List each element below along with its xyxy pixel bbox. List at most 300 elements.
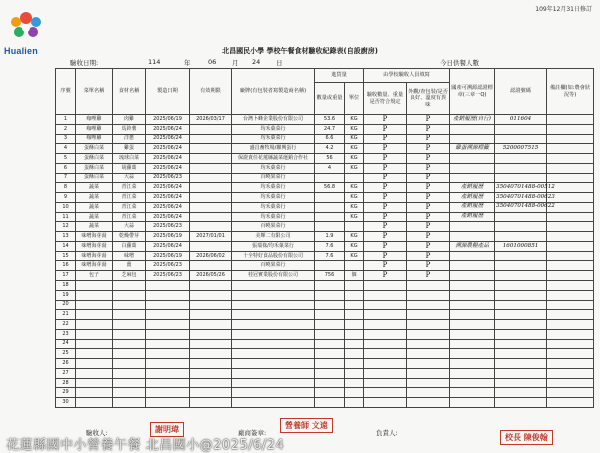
- cell-no: 21: [56, 310, 76, 320]
- cell-qty: [315, 290, 345, 300]
- cell-cert: [450, 378, 495, 388]
- cell-note: [547, 388, 594, 398]
- cell-cert: 產銷履歷(自行): [450, 115, 495, 125]
- table-row: [56, 388, 594, 398]
- cell-qty-ok: [364, 359, 407, 369]
- cell-cert: [450, 271, 495, 281]
- cell-qty-ok: P: [364, 202, 407, 212]
- cell-qty: 756: [315, 271, 345, 281]
- cell-vendor: [232, 339, 315, 349]
- date-month: 06: [208, 58, 217, 66]
- cell-quality: P: [407, 163, 450, 173]
- cell-qty: 53.6: [315, 115, 345, 125]
- cell-note: [547, 251, 594, 261]
- cell-cert-no: 011604: [495, 115, 547, 125]
- cell-qty-ok: [364, 349, 407, 359]
- cell-mfg-date: [146, 320, 190, 330]
- cell-qty: 7.6: [315, 251, 345, 261]
- cell-no: 23: [56, 329, 76, 339]
- cell-unit: KG: [345, 134, 364, 144]
- cell-vendor: [232, 359, 315, 369]
- cell-cert: [450, 310, 495, 320]
- cell-ingredient: 芝麻包: [113, 271, 146, 281]
- cell-unit: 個: [345, 271, 364, 281]
- cell-quality: P: [407, 241, 450, 251]
- cell-note: [547, 339, 594, 349]
- cell-note: [547, 281, 594, 291]
- table-row: [56, 163, 594, 173]
- cell-dish: [76, 320, 113, 330]
- col-unit: 單位: [345, 83, 364, 115]
- cell-qty: [315, 320, 345, 330]
- table-row: [56, 320, 594, 330]
- cell-vendor: [232, 378, 315, 388]
- cell-no: 20: [56, 300, 76, 310]
- cell-ingredient: 味噌: [113, 251, 146, 261]
- cell-exp-date: [190, 154, 232, 164]
- cell-dish: [76, 398, 113, 408]
- cell-quality: [407, 339, 450, 349]
- cell-qty-ok: P: [364, 212, 407, 222]
- cell-cert: [450, 154, 495, 164]
- table-row: [56, 154, 594, 164]
- cell-cert: [450, 134, 495, 144]
- cell-mfg-date: 2025/06/24: [146, 144, 190, 154]
- table-row: [56, 290, 594, 300]
- cell-note: [547, 222, 594, 232]
- cell-ingredient: 青江菜: [113, 183, 146, 193]
- cell-ingredient: 洋蔥: [113, 134, 146, 144]
- cell-dish: 蛋酥白菜: [76, 144, 113, 154]
- cell-no: 22: [56, 320, 76, 330]
- cell-vendor: [232, 300, 315, 310]
- cell-cert: 產銷履歷: [450, 212, 495, 222]
- cell-vendor: [232, 349, 315, 359]
- cell-ingredient: [113, 329, 146, 339]
- cell-unit: [345, 310, 364, 320]
- table-row: [56, 144, 594, 154]
- cell-qty-ok: [364, 290, 407, 300]
- cell-note: [547, 232, 594, 242]
- hualien-logo: [6, 6, 46, 50]
- cell-note: [547, 134, 594, 144]
- cell-unit: [345, 329, 364, 339]
- cell-unit: KG: [345, 193, 364, 203]
- cell-vendor: 均禾菓菜行: [232, 202, 315, 212]
- cell-vendor: 保證責任花蓮縣蔬菜運銷合作社: [232, 154, 315, 164]
- cell-note: [547, 300, 594, 310]
- cell-mfg-date: 2025/06/23: [146, 173, 190, 183]
- cell-mfg-date: 2025/06/24: [146, 183, 190, 193]
- cell-ingredient: 乾燥帶芽: [113, 232, 146, 242]
- cell-qty: [315, 261, 345, 271]
- cell-vendor: 均禾菓菜行: [232, 212, 315, 222]
- cell-ingredient: [113, 320, 146, 330]
- cell-unit: KG: [345, 124, 364, 134]
- cell-cert: [450, 232, 495, 242]
- col-incoming: 進貨量: [315, 69, 364, 83]
- cell-unit: [345, 290, 364, 300]
- cell-vendor: 百曉果菜行: [232, 173, 315, 183]
- cell-dish: 蛋酥白菜: [76, 154, 113, 164]
- cell-note: [547, 144, 594, 154]
- cell-cert-no: [495, 232, 547, 242]
- cell-qty-ok: [364, 398, 407, 408]
- cell-cert: [450, 124, 495, 134]
- cell-cert: 產銷履歷: [450, 202, 495, 212]
- cell-vendor: 百曉果菜行: [232, 261, 315, 271]
- cell-note: [547, 115, 594, 125]
- cell-exp-date: [190, 163, 232, 173]
- cell-quality: P: [407, 154, 450, 164]
- cell-dish: 味噌海芽湯: [76, 261, 113, 271]
- cell-unit: [345, 359, 364, 369]
- cell-qty-ok: P: [364, 232, 407, 242]
- cell-qty: [315, 193, 345, 203]
- cell-cert-no: [495, 349, 547, 359]
- cell-dish: [76, 281, 113, 291]
- table-row: [56, 261, 594, 271]
- table-row: [56, 222, 594, 232]
- cell-cert: [450, 398, 495, 408]
- cell-ingredient: 薑: [113, 261, 146, 271]
- cell-cert-no: 5200007515: [495, 144, 547, 154]
- cell-quality: P: [407, 232, 450, 242]
- cell-cert-no: [495, 378, 547, 388]
- cell-note: [547, 163, 594, 173]
- cell-exp-date: [190, 222, 232, 232]
- cell-unit: KG: [345, 154, 364, 164]
- cell-mfg-date: 2025/06/24: [146, 202, 190, 212]
- cell-cert: [450, 339, 495, 349]
- cell-no: 16: [56, 261, 76, 271]
- cell-cert-no: [495, 300, 547, 310]
- col-cert: 國產可溯源認證標章(三章一Q): [450, 69, 495, 115]
- cell-unit: [345, 320, 364, 330]
- cell-mfg-date: [146, 349, 190, 359]
- cell-mfg-date: 2025/06/19: [146, 251, 190, 261]
- cell-qty-ok: [364, 388, 407, 398]
- date-year: 114: [148, 58, 161, 66]
- date-month-unit: 月: [232, 59, 239, 67]
- cell-vendor: [232, 290, 315, 300]
- col-mfg-date: 製造日期: [146, 69, 190, 115]
- cell-qty: 7.6: [315, 241, 345, 251]
- table-row: [56, 378, 594, 388]
- cell-cert-no: 1601000851: [495, 241, 547, 251]
- cell-dish: 咖哩雞: [76, 124, 113, 134]
- cell-unit: [345, 339, 364, 349]
- cell-note: [547, 320, 594, 330]
- cell-exp-date: [190, 212, 232, 222]
- cell-quality: [407, 300, 450, 310]
- cell-cert-no: [495, 212, 547, 222]
- cell-vendor: [232, 320, 315, 330]
- cell-exp-date: [190, 368, 232, 378]
- table-row: [56, 339, 594, 349]
- cell-no: 27: [56, 368, 76, 378]
- cell-dish: 蔬菜: [76, 222, 113, 232]
- cell-exp-date: 2026/05/26: [190, 271, 232, 281]
- table-row: [56, 251, 594, 261]
- table-row: [56, 232, 594, 242]
- cell-quality: [407, 320, 450, 330]
- cell-quality: P: [407, 183, 450, 193]
- table-row: [56, 124, 594, 134]
- cell-exp-date: 2027/01/01: [190, 232, 232, 242]
- cell-qty: [315, 378, 345, 388]
- cell-dish: 味噌海芽湯: [76, 251, 113, 261]
- cell-dish: 味噌海芽湯: [76, 232, 113, 242]
- cell-no: 7: [56, 173, 76, 183]
- cell-qty: [315, 368, 345, 378]
- cell-no: 19: [56, 290, 76, 300]
- cell-cert-no: [495, 261, 547, 271]
- cell-ingredient: 青江菜: [113, 202, 146, 212]
- cell-qty: [315, 310, 345, 320]
- cell-qty: [315, 202, 345, 212]
- cell-vendor: 均禾菓菜行: [232, 134, 315, 144]
- cell-quality: P: [407, 144, 450, 154]
- cell-cert-no: 35040701488-00623: [495, 193, 547, 203]
- cell-note: [547, 173, 594, 183]
- col-exp-date: 有效期限: [190, 69, 232, 115]
- cell-mfg-date: 2025/06/23: [146, 261, 190, 271]
- table-row: [56, 329, 594, 339]
- cell-quality: [407, 329, 450, 339]
- cell-note: [547, 378, 594, 388]
- cell-ingredient: [113, 281, 146, 291]
- cell-no: 5: [56, 154, 76, 164]
- cell-vendor: 桂冠實業股份有限公司: [232, 271, 315, 281]
- cell-quality: [407, 310, 450, 320]
- cell-quality: [407, 349, 450, 359]
- cell-mfg-date: [146, 310, 190, 320]
- cell-mfg-date: [146, 290, 190, 300]
- cell-note: [547, 271, 594, 281]
- cell-cert-no: [495, 154, 547, 164]
- cell-qty: 56: [315, 154, 345, 164]
- cell-ingredient: [113, 300, 146, 310]
- cell-ingredient: 琉球白菜: [113, 154, 146, 164]
- col-no: 序號: [56, 69, 76, 115]
- cell-dish: [76, 339, 113, 349]
- cell-ingredient: [113, 290, 146, 300]
- cell-qty-ok: P: [364, 144, 407, 154]
- cell-qty-ok: [364, 368, 407, 378]
- cell-cert-no: [495, 134, 547, 144]
- cell-vendor: 均禾菓菜行: [232, 183, 315, 193]
- cell-no: 6: [56, 163, 76, 173]
- cell-qty-ok: [364, 339, 407, 349]
- table-row: [56, 202, 594, 212]
- cell-note: [547, 261, 594, 271]
- cell-ingredient: 大蒜: [113, 173, 146, 183]
- cell-qty: [315, 173, 345, 183]
- cell-dish: 咖哩雞: [76, 134, 113, 144]
- cell-cert: [450, 261, 495, 271]
- watermark-caption: 花蓮縣國中小營養午餐 北昌國小@2025/6/24: [6, 438, 285, 453]
- cell-mfg-date: 2025/06/24: [146, 134, 190, 144]
- col-qty: 數量或重量: [315, 83, 345, 115]
- cell-vendor: 盛昌畜牧場/聯興蛋行: [232, 144, 315, 154]
- owner-label: 負責人:: [376, 429, 398, 437]
- cell-note: [547, 154, 594, 164]
- page-title: 北昌國民小學 學校午餐食材驗收紀錄表(自設廚房): [222, 47, 378, 55]
- cell-ingredient: 肉雞: [113, 115, 146, 125]
- cell-note: [547, 349, 594, 359]
- date-day: 24: [252, 58, 261, 66]
- cell-cert: [450, 251, 495, 261]
- cell-cert: [450, 173, 495, 183]
- cell-exp-date: [190, 281, 232, 291]
- cell-qty: 4.2: [315, 144, 345, 154]
- cell-vendor: 均禾菓菜行: [232, 124, 315, 134]
- cell-unit: [345, 368, 364, 378]
- cell-vendor: 百曉果菜行: [232, 222, 315, 232]
- inspector-label: 驗收人:: [86, 429, 108, 437]
- cell-cert: 產銷履歷: [450, 193, 495, 203]
- cell-quality: [407, 378, 450, 388]
- table-row: [56, 281, 594, 291]
- cell-qty: 4: [315, 163, 345, 173]
- cell-no: 2: [56, 124, 76, 134]
- cell-no: 11: [56, 212, 76, 222]
- cell-mfg-date: 2025/06/24: [146, 241, 190, 251]
- cell-unit: [345, 173, 364, 183]
- cell-qty: [315, 388, 345, 398]
- cell-no: 4: [56, 144, 76, 154]
- cell-ingredient: [113, 339, 146, 349]
- cell-qty: [315, 398, 345, 408]
- cell-vendor: [232, 398, 315, 408]
- cell-qty: [315, 300, 345, 310]
- table-row: [56, 183, 594, 193]
- cell-vendor: 均禾菓菜行: [232, 193, 315, 203]
- cell-exp-date: [190, 193, 232, 203]
- logo-text: Hualien: [4, 46, 38, 56]
- cell-unit: KG: [345, 232, 364, 242]
- cell-cert-no: [495, 359, 547, 369]
- cell-cert: [450, 300, 495, 310]
- cell-mfg-date: 2025/06/24: [146, 154, 190, 164]
- cell-note: [547, 241, 594, 251]
- cell-ingredient: 胡蘿蔔: [113, 163, 146, 173]
- dietitian-stamp: 營養師 文遠: [280, 418, 333, 433]
- cell-cert-no: 35040701488-00512: [495, 183, 547, 193]
- cell-mfg-date: [146, 378, 190, 388]
- cell-ingredient: 馬鈴薯: [113, 124, 146, 134]
- cell-quality: P: [407, 193, 450, 203]
- col-note: 備註欄(如:農會狀況等): [547, 69, 594, 115]
- date-label: 驗收日期:: [70, 59, 99, 67]
- cell-exp-date: [190, 183, 232, 193]
- cell-vendor: [232, 281, 315, 291]
- cell-exp-date: [190, 388, 232, 398]
- cell-dish: [76, 359, 113, 369]
- cell-note: [547, 212, 594, 222]
- cell-mfg-date: [146, 388, 190, 398]
- cell-cert-no: [495, 388, 547, 398]
- col-dish: 菜單名稱: [76, 69, 113, 115]
- cell-quality: P: [407, 115, 450, 125]
- cell-unit: [345, 378, 364, 388]
- cell-no: 30: [56, 398, 76, 408]
- cell-cert: [450, 359, 495, 369]
- cell-cert-no: [495, 124, 547, 134]
- col-cert-no: 認證號碼: [495, 69, 547, 115]
- cell-mfg-date: 2025/06/19: [146, 232, 190, 242]
- cell-qty-ok: P: [364, 271, 407, 281]
- cell-mfg-date: 2025/06/24: [146, 163, 190, 173]
- cell-no: 28: [56, 378, 76, 388]
- cell-quality: P: [407, 124, 450, 134]
- cell-exp-date: [190, 310, 232, 320]
- cell-exp-date: [190, 124, 232, 134]
- cell-note: [547, 329, 594, 339]
- cell-unit: [345, 300, 364, 310]
- cell-quality: P: [407, 212, 450, 222]
- cell-qty-ok: P: [364, 115, 407, 125]
- cell-exp-date: [190, 339, 232, 349]
- cell-qty-ok: P: [364, 251, 407, 261]
- cell-mfg-date: 2025/06/23: [146, 222, 190, 232]
- table-row: [56, 359, 594, 369]
- inspector-stamp: 謝明瑋: [150, 422, 184, 437]
- table-row: [56, 241, 594, 251]
- col-inspection: 由學校驗收人員填寫: [364, 69, 450, 83]
- cell-no: 18: [56, 281, 76, 291]
- cell-dish: [76, 290, 113, 300]
- cell-qty-ok: [364, 320, 407, 330]
- cell-no: 10: [56, 202, 76, 212]
- date-day-unit: 日: [276, 59, 283, 67]
- cell-vendor: 台灣卜蜂企業股份有限公司: [232, 115, 315, 125]
- cell-no: 29: [56, 388, 76, 398]
- cell-no: 24: [56, 339, 76, 349]
- cell-ingredient: 雞蛋: [113, 144, 146, 154]
- cell-cert-no: [495, 329, 547, 339]
- cell-ingredient: [113, 378, 146, 388]
- cell-qty-ok: P: [364, 154, 407, 164]
- cell-no: 12: [56, 222, 76, 232]
- cell-cert: [450, 368, 495, 378]
- cell-unit: KG: [345, 183, 364, 193]
- col-quality: 外觀/查包裝/是否良好、溫度有異味: [407, 83, 450, 115]
- cell-ingredient: 青江菜: [113, 193, 146, 203]
- cell-qty: 56.8: [315, 183, 345, 193]
- cell-unit: KG: [345, 241, 364, 251]
- cell-quality: P: [407, 202, 450, 212]
- cell-qty-ok: P: [364, 134, 407, 144]
- cell-quality: [407, 359, 450, 369]
- cell-dish: [76, 310, 113, 320]
- table-row: [56, 212, 594, 222]
- cell-dish: [76, 349, 113, 359]
- cell-quality: P: [407, 251, 450, 261]
- cell-vendor: 十全特好食品股份有限公司: [232, 251, 315, 261]
- cell-no: 14: [56, 241, 76, 251]
- cell-vendor: 均禾菓菜行: [232, 163, 315, 173]
- cell-vendor: 美輝二有限公司: [232, 232, 315, 242]
- cell-no: 8: [56, 183, 76, 193]
- cell-qty-ok: P: [364, 124, 407, 134]
- cell-quality: [407, 281, 450, 291]
- cell-mfg-date: [146, 368, 190, 378]
- cell-qty: 24.7: [315, 124, 345, 134]
- cell-dish: 蔬菜: [76, 212, 113, 222]
- cell-mfg-date: 2025/06/24: [146, 124, 190, 134]
